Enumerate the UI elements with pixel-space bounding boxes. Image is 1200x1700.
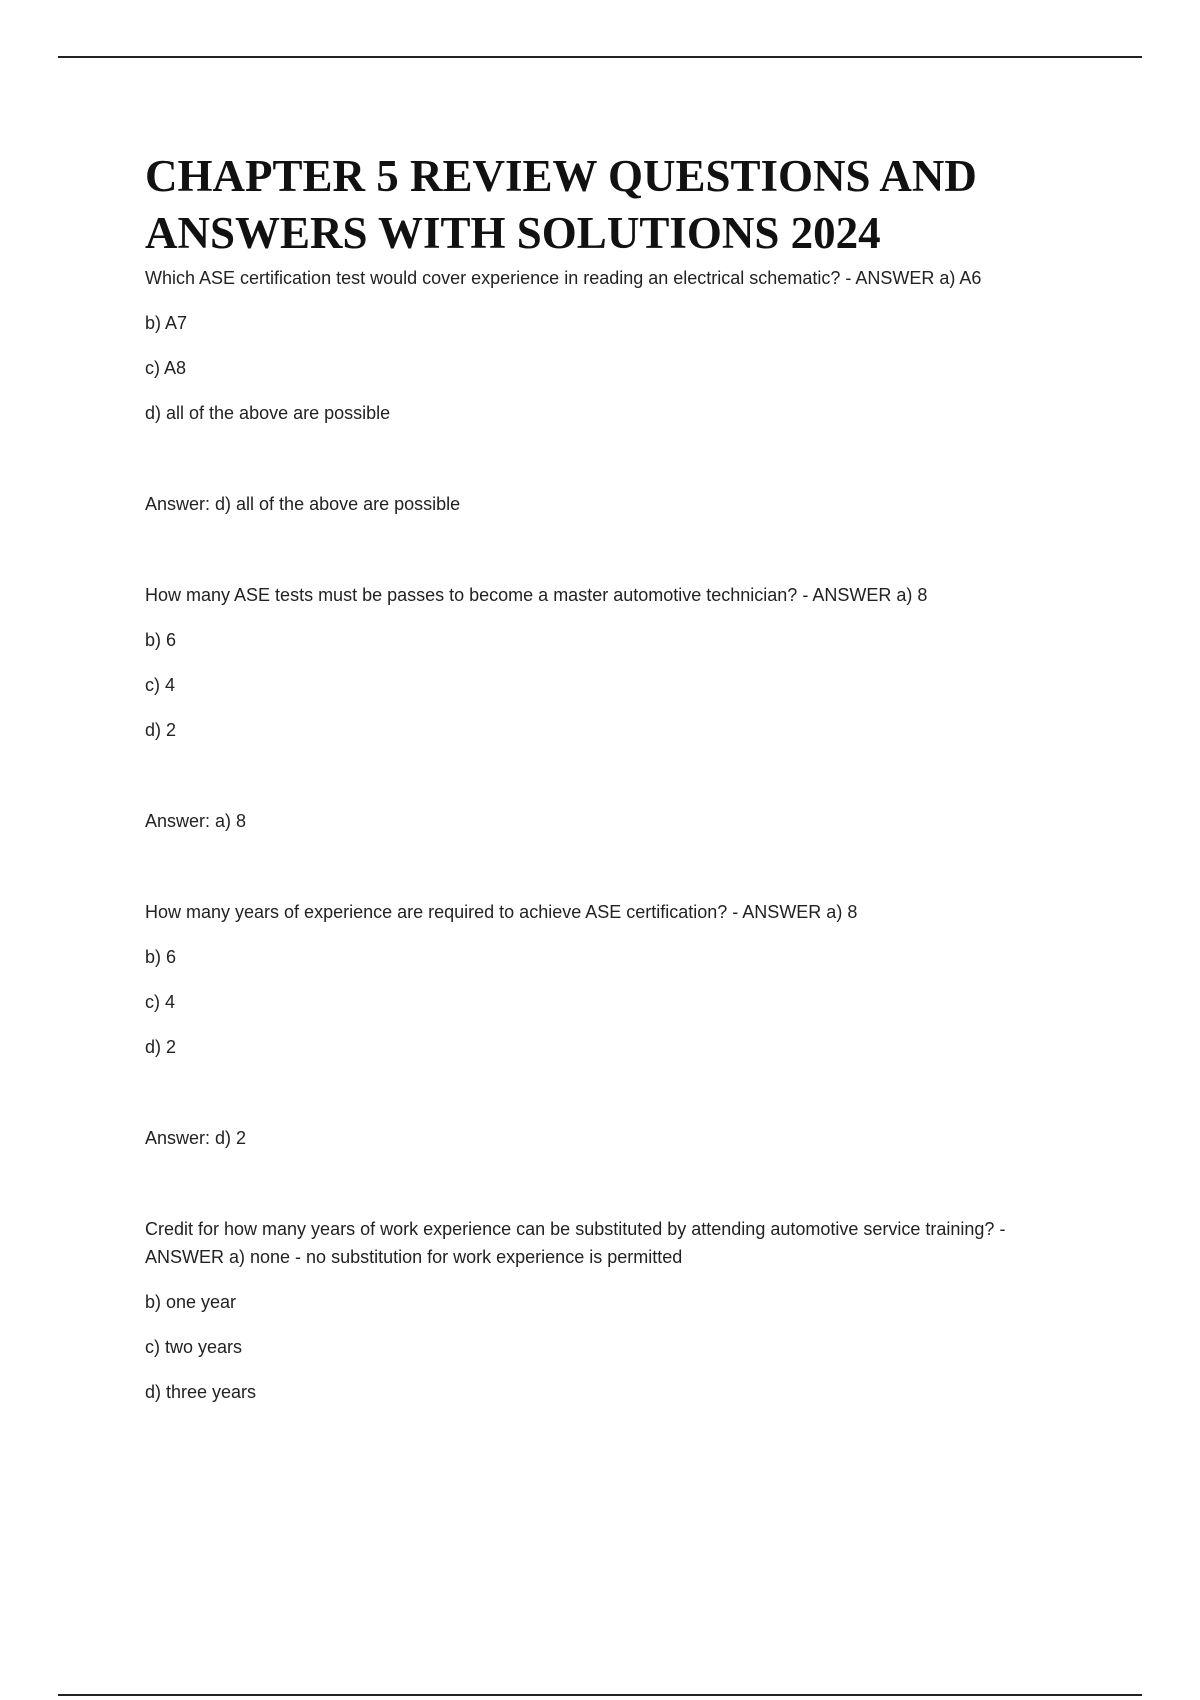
answer-text: Answer: a) 8	[145, 811, 247, 831]
question-text: Which ASE certification test would cover experience in reading an electrical schematic? - ANSWER a) A6	[145, 268, 982, 288]
document-title: CHAPTER 5 REVIEW QUESTIONS AND ANSWERS WITH SOLUTIONS 2024	[145, 151, 977, 258]
answer-text: Answer: d) all of the above are possible	[145, 494, 461, 514]
option-b: b) 6	[145, 947, 177, 967]
option-d: d) all of the above are possible	[145, 403, 391, 423]
option-d: d) 2	[145, 1037, 177, 1057]
option-c: c) A8	[145, 358, 187, 378]
option-d: d) three years	[145, 1382, 257, 1402]
option-d: d) 2	[145, 720, 177, 740]
answer-text: Answer: d) 2	[145, 1128, 247, 1148]
option-c: c) 4	[145, 675, 176, 695]
question-block-2	[145, 581, 1085, 835]
question-text: How many years of experience are required to achieve ASE certification? - ANSWER a) 8	[145, 902, 858, 922]
option-c: c) two years	[145, 1337, 243, 1357]
question-block-3	[145, 898, 1085, 1152]
option-b: b) 6	[145, 630, 177, 650]
top-divider	[58, 56, 1142, 58]
document-body	[145, 148, 1085, 1406]
question-block-1	[145, 264, 1085, 518]
bottom-divider	[58, 1694, 1142, 1696]
option-c: c) 4	[145, 992, 176, 1012]
option-b: b) one year	[145, 1292, 237, 1312]
question-text: How many ASE tests must be passes to become a master automotive technician? - ANSWER a) 8	[145, 585, 928, 605]
question-block-4	[145, 1215, 1085, 1406]
question-text: Credit for how many years of work experience can be substituted by attending automotive service training? - ANSWER a) none - no substitution for work experience is permitted	[145, 1219, 1006, 1267]
option-b: b) A7	[145, 313, 188, 333]
